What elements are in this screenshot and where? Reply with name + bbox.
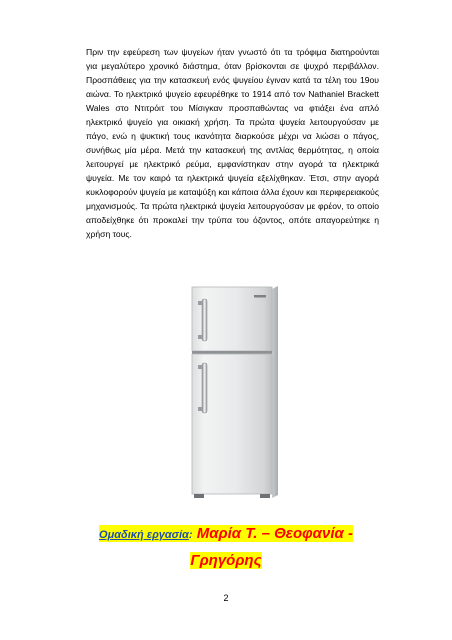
body-paragraph: Πριν την εφεύρεση των ψυγείων ήταν γνωστό ότι τα τρόφιμα διατηρούνται για μεγαλύτερο χρονικό διάστημα, όταν βρίσκονται σε ψυχρό περιβάλλον. Προσπάθειες για την κατασκευή ενός ψυγείου έγιναν κατά τα τέλη του 19ου αιώνα. Το ηλεκτρικό ψυγείο εφευρέθηκε το 1914 από τον Nathaniel Brackett Wales στο Ντιτρόιτ του Μίσιγκαν προσπαθώντας να φτιάξει ένα απλό ηλεκτρικό ψυγείο για οικιακή χρήση. Τα πρώτα ψυγεία λειτουργούσαν με πάγο, ενώ η ψυκτική τους ικανότητα διαρκούσε μέχρι να λιώσει ο πάγος, συνήθως μία μέρα. Μετά την κατασκευή της αντλίας θερμότητας, η οποία λειτουργεί με ηλεκτρικό ρεύμα, εμφανίστηκαν στην αγορά τα ηλεκτρικά ψυγεία. Με τον καιρό τα ηλεκτρικά ψυγεία εξελίχθηκαν. Έτσι, στην αγορά κυκλοφορούν ψυγεία με καταψύξη και κάποια άλλα έχουν και περιφερειακούς μηχανισμούς. Τα πρώτα ηλεκτρικά ψυγεία λειτουργούσαν με φρέον, το οποίο αποδείχθηκε ότι προκαλεί την τρύπα του όζοντος, οπότε απαγορεύτηκε η χρήση τους. bbox=[86, 47, 379, 239]
caption-colon: : bbox=[188, 529, 193, 541]
caption-line-2 bbox=[0, 551, 452, 571]
caption-highlight bbox=[99, 525, 353, 542]
caption-line-1 bbox=[0, 524, 452, 545]
refrigerator-image bbox=[188, 283, 280, 501]
group-work-label: Ομαδική εργασία bbox=[99, 529, 189, 541]
page-number: 2 bbox=[223, 593, 229, 603]
author-names-line-1: Μαρία Τ. – Θεοφανία - bbox=[192, 525, 353, 542]
author-names-line-2: Γρηγόρης bbox=[190, 552, 262, 569]
